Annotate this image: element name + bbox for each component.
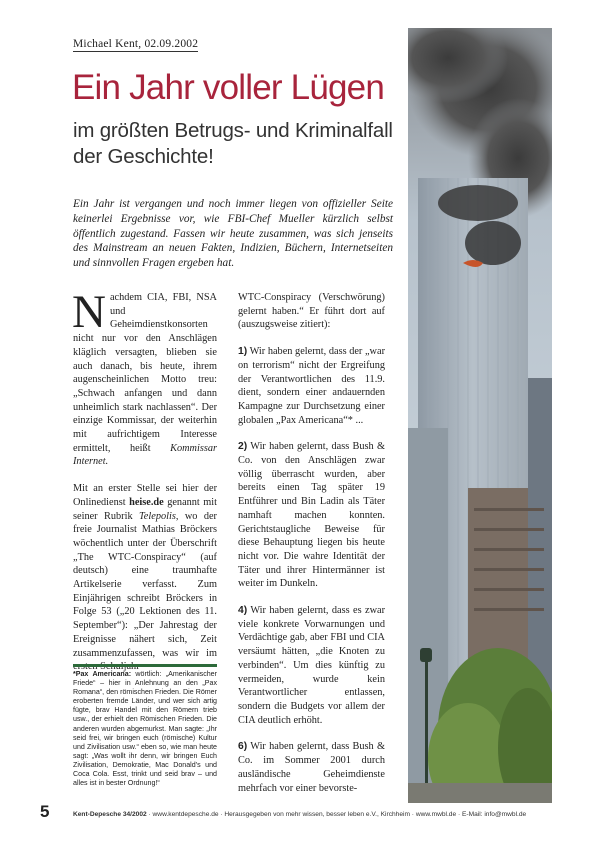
item-number: 6) (238, 741, 248, 753)
text-column-2 (238, 291, 385, 808)
col2-item-2 (238, 440, 385, 591)
footnote (73, 670, 217, 788)
footnote-rule (73, 664, 217, 667)
footnote-text: wörtlich: „Amerikanischer Friede“ – hier in Anlehnung an den „Pax Romana“, den römischen Frieden. Die Römer eroberten fremde Länder, und wer sich artig fügte, brav Handel mit den Römern trieb usw., der erhielt den Römischen Frieden. Die anderen wurden abgemurkst. Man sagte: „Ihr seid frei, wir bringen euch (römische) Kultur und Zivilisation usw.“ eben so, wie man heute sagt: „Was wollt ihr denn, wir bringen Euch Zivilisation, Demokratie, Mac Donald’s und Coca Cola. Esst, trinkt und seid brav – und alles ist in bester Ordnung!“ (73, 670, 217, 788)
drop-cap: N (72, 286, 106, 338)
col1-paragraph-1 (72, 286, 217, 469)
col1-p2-text-a: Mit an erster Stelle sei hier der Onlinedienst (73, 483, 217, 508)
col1-p1-text: achdem CIA, FBI, NSA und Geheimdienstkonsorten nicht nur vor den Anschlägen kläglich versagten, blieben sie auch danach, bis heute, ihrem augenscheinlichen Motto treu: „Schwach anfangen und dann unheimlich stark nachlassen“. Der einzige Kommissar, der weiterhin mit aufrichtigem Interesse ermittelt, heißt (73, 292, 217, 454)
item-text: Wir haben gelernt, dass Bush & Co. von den Anschlägen zwar völlig überrascht wurden, aber bereits einen Tag später 19 Entführer und Bin Ladin als Täter namhaft machen konnten. Gerichtstaugliche Beweise für diese Behauptung liegen bis heute nicht vor. Die wahre Identität der Täter und ihrer Hintermänner ist weiter im Dunkeln. (238, 441, 385, 590)
footnote-term: *Pax Americana: (73, 670, 132, 678)
article-subtitle: im größten Betrugs- und Kriminalfall der Geschichte! (73, 119, 393, 168)
col1-paragraph-2 (73, 482, 217, 674)
item-number: 4) (238, 605, 248, 617)
item-text: Wir haben gelernt, dass Bush & Co. im Sommer 2001 durch ausländische Geheimdienste mehrfach vor einer bevorste- (238, 741, 385, 794)
col1-p2-emphasis: Telepolis (139, 510, 176, 522)
photo-illustration (408, 28, 552, 803)
page-footer (73, 811, 526, 818)
article-lede: Ein Jahr ist vergangen und noch immer liegen von offizieller Seite keinerlei Ergebnisse vor, wie FBI-Chef Mueller kürzlich selbst öffentlich zugestand. Fassen wir heute zusammen, was sich jenseits des Mainstream an neuen Fakten, Indizien, Büchern, Internetseiten und sinnvollen Fragen ergeben hat. (73, 198, 393, 270)
col2-item-4 (238, 604, 385, 727)
col1-p1-emphasis: Kommissar Internet. (73, 442, 217, 468)
col1-p2-text-c: , wo der freie Journalist Mathias Bröckers wöchentlich unter der Überschrift „The WTC-Conspiracy“ (auf deutsch) eine traumhafte Artikelserie verfasst. Zum Einjährigen schreibt Bröckers in Folge 53 („20 Lektionen des 11. September“): „Der Jahrestag der Ereignisse nähert sich, Zeit zusammenzufassen, was wir im (73, 510, 217, 659)
footer-issue: Kent-Depesche 34/2002 (73, 811, 147, 818)
footer-imprint: · www.kentdepesche.de · Herausgegeben von mehr wissen, besser leben e.V., Kirchheim · www.mwbl.de · E-Mail: info@mwbl.de (148, 811, 527, 818)
article-title: Ein Jahr voller Lügen (72, 68, 385, 107)
item-text: Wir haben gelernt, dass der „war on terrorism“ nicht der Ergreifung der Verantwortlichen des 11.9. dient, sondern einer andauernden Kampagne zur Durchsetzung einer globalen „Pax Americana“* ... (238, 346, 385, 426)
col2-paragraph-1: WTC-Conspiracy (Verschwörung) gelernt haben.“ Er führt dort auf (auszugsweise zitiert): (238, 292, 385, 331)
col1-p2-bold: heise.de (129, 496, 164, 508)
item-number: 1) (238, 346, 248, 358)
byline: Michael Kent, 02.09.2002 (73, 38, 199, 50)
item-number: 2) (238, 441, 248, 453)
col1-p2-text-b: genannt mit seiner Rubrik (73, 496, 218, 522)
wtc-burning-tower-photo (408, 28, 552, 803)
text-column-1 (72, 286, 218, 687)
page-number: 5 (40, 802, 50, 821)
item-text: Wir haben gelernt, dass es zwar viele konkrete Vorwarnungen und Verdächtige gab, aber FBI und CIA versäumt hätten, „die Knoten zu verbinden“. Um dies künftig zu vermeiden, wurde kein Verantwortlicher entlassen, sondern die Budgets vor allem der CIA deutlich erhöht. (238, 605, 386, 726)
col2-item-1 (238, 345, 385, 427)
col2-item-6 (238, 740, 385, 795)
